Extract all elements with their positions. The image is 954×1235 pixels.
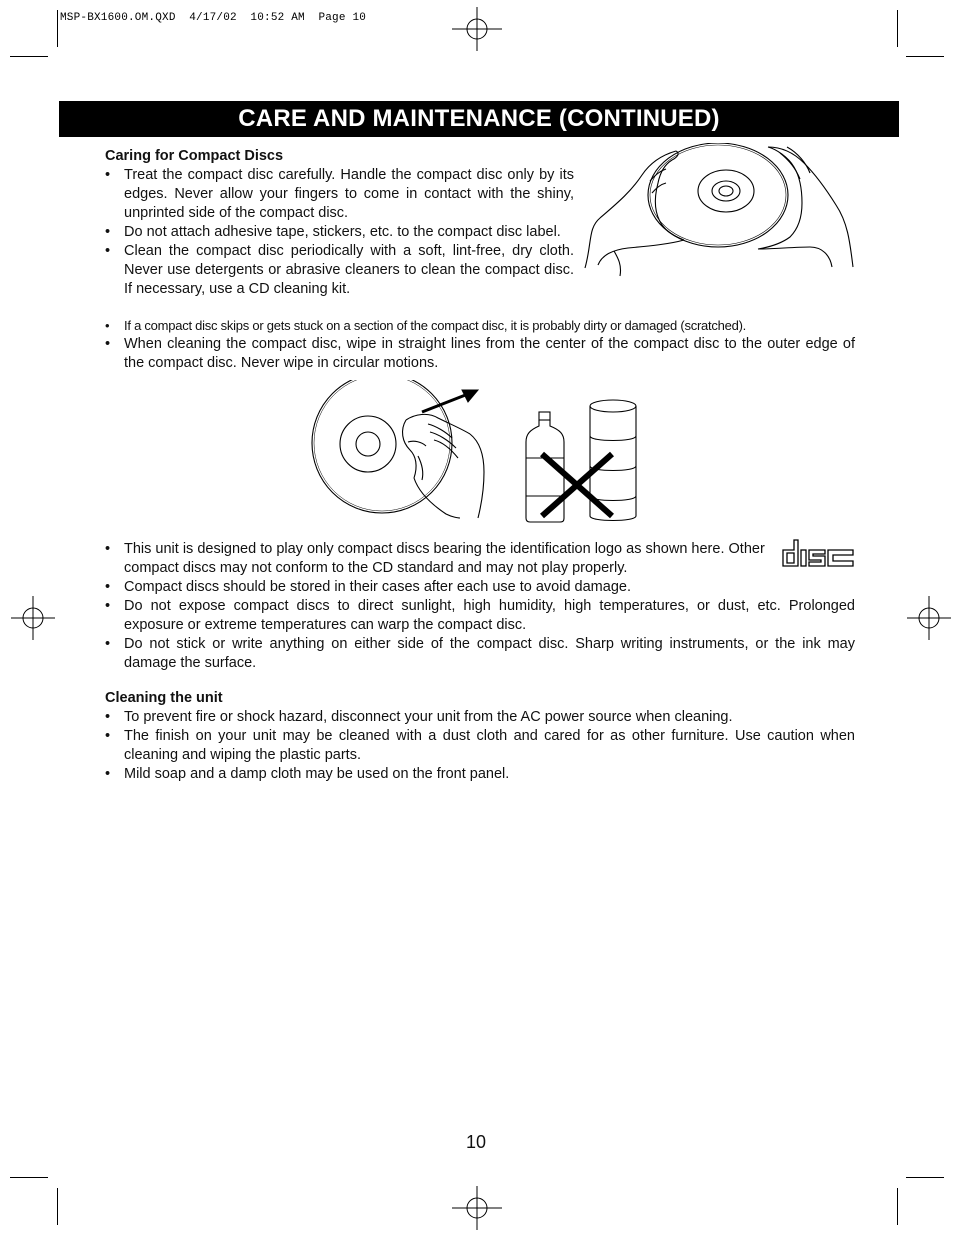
list-item: • When cleaning the compact disc, wipe in straight lines from the center of the compact disc to the outer edge of the compact disc. Never wipe in circular motions. [105, 336, 855, 371]
cleaning-heading: Cleaning the unit [105, 690, 223, 706]
caring-full-list [105, 316, 855, 373]
list-item: • Mild soap and a damp cloth may be used on the front panel. [105, 766, 510, 782]
registration-mark-left [8, 593, 58, 643]
disc-logo-text: disc [781, 538, 783, 539]
list-item: • The finish on your unit may be cleaned with a dust cloth and cared for as other furniture. Use caution when cleaning and wiping the plastic parts. [105, 728, 855, 763]
print-slug: MSP-BX1600.OM.QXD 4/17/02 10:52 AM Page 10 [60, 12, 367, 24]
registration-mark-right [904, 593, 954, 643]
cleaning-list [105, 708, 855, 784]
registration-mark-top [452, 4, 502, 54]
hands-holding-disc-illustration [580, 143, 858, 278]
caring-lower-list [105, 540, 855, 673]
section-title: CARE AND MAINTENANCE (CONTINUED) [59, 101, 899, 137]
page-number: 10 [466, 1132, 487, 1152]
registration-mark-bottom [452, 1183, 502, 1233]
list-item: • Do not stick or write anything on either side of the compact disc. Sharp writing instruments, or the ink may damage the surface. [105, 636, 855, 671]
caring-heading: Caring for Compact Discs [105, 148, 284, 164]
list-item: • Compact discs should be stored in their cases after each use to avoid damage. [105, 579, 631, 595]
list-item: • Clean the compact disc periodically with a soft, lint-free, dry cloth. Never use detergents or abrasive cleaners to clean the compact disc. If necessary, use a CD cleaning kit. [105, 243, 574, 297]
caring-top-list [105, 166, 574, 299]
wiping-disc-illustration [310, 380, 490, 520]
list-item: • Do not attach adhesive tape, stickers, etc. to the compact disc label. [105, 224, 561, 240]
no-detergent-illustration [520, 396, 642, 526]
disc-logo [781, 538, 855, 570]
list-item: • Treat the compact disc carefully. Handle the compact disc only by its edges. Never allow your fingers to come in contact with the shiny, unprinted side of the compact disc. [105, 167, 574, 221]
list-item: • Do not expose compact discs to direct sunlight, high humidity, high temperatures, or dust, etc. Prolonged exposure or extreme temperatures can warp the compact disc. [105, 598, 855, 633]
list-item: • To prevent fire or shock hazard, disconnect your unit from the AC power source when cleaning. [105, 709, 733, 725]
list-item: • If a compact disc skips or gets stuck on a section of the compact disc, it is probably dirty or damaged (scratched). [105, 318, 747, 333]
list-item: • This unit is designed to play only compact discs bearing the identification logo as shown here. Other compact discs may not conform to the CD standard and may not play properly. [105, 541, 765, 576]
